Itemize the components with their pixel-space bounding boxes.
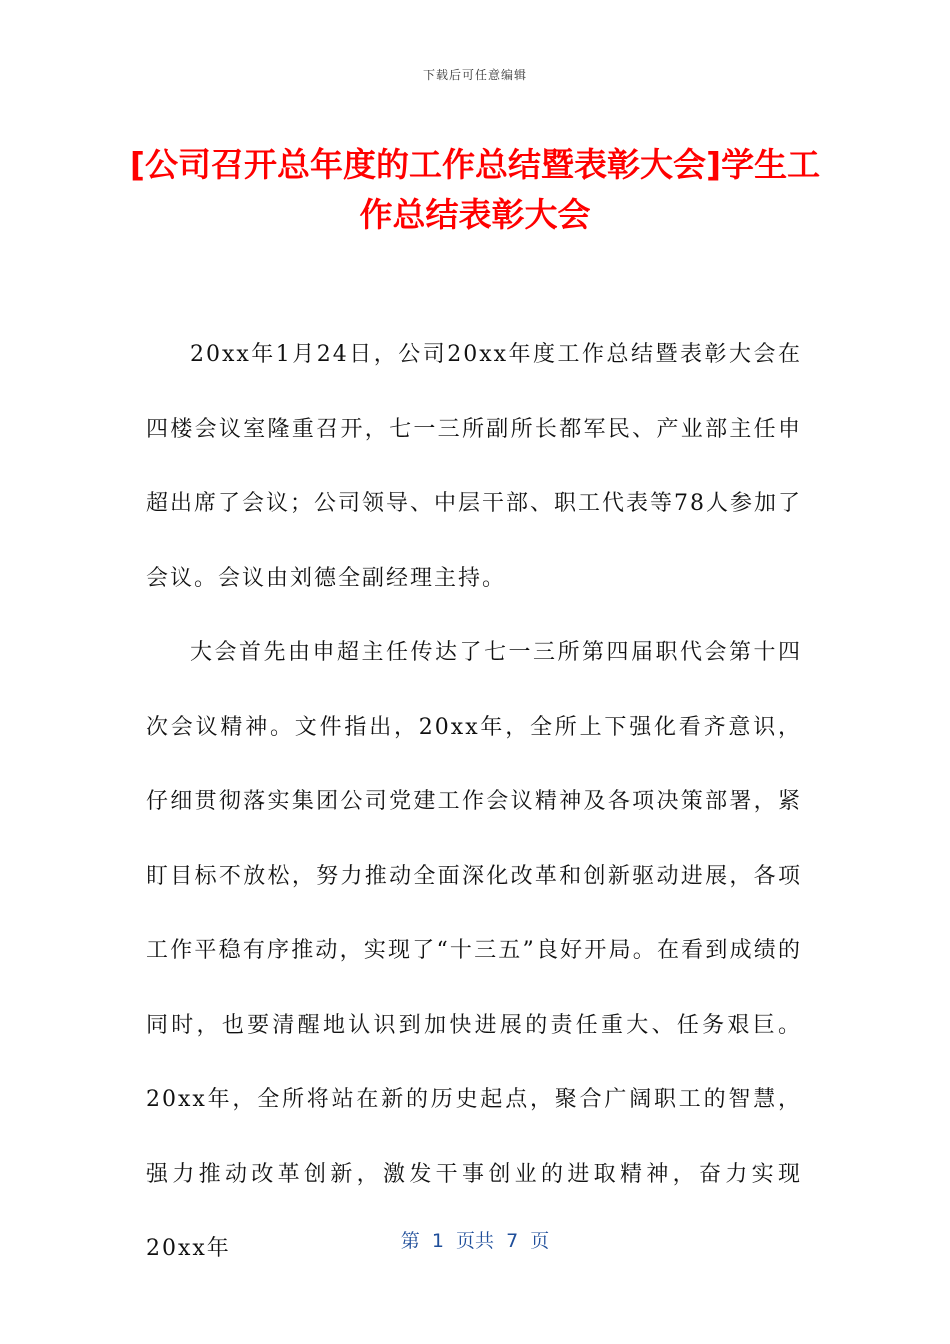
header-note: 下载后可任意编辑 <box>422 68 527 82</box>
document-title: [公司召开总年度的工作总结暨表彰大会]学生工作总结表彰大会 <box>129 145 821 234</box>
page-number: 第 1 页共 7 页 <box>400 1230 550 1252</box>
paragraph-2: 大会首先由申超主任传达了七一三所第四届职代会第十四次会议精神。文件指出，20xx年，全所上下强化看齐意识，仔细贯彻落实集团公司党建工作会议精神及各项决策部署，紧盯目标不放松，努力推动全面深化改革和创新驱动进展，各项工作平稳有序推动，实现了“十三五”良好开局。在看到成绩的同时，也要清醒地认识到加快进展的责任重大、任务艰巨。20xx年，全所将站在新的历史起点，聚合广阔职工的智慧，强力推动改革创新，激发干事创业的进取精神，奋力实现20xx年 <box>146 640 802 1261</box>
paragraph-1: 20xx年1月24日，公司20xx年度工作总结暨表彰大会在四楼会议室隆重召开，七一三所副所长都军民、产业部主任申超出席了会议；公司领导、中层干部、职工代表等78人参加了会议。会议由刘德全副经理主持。 <box>146 342 802 591</box>
document-body <box>146 318 802 1287</box>
